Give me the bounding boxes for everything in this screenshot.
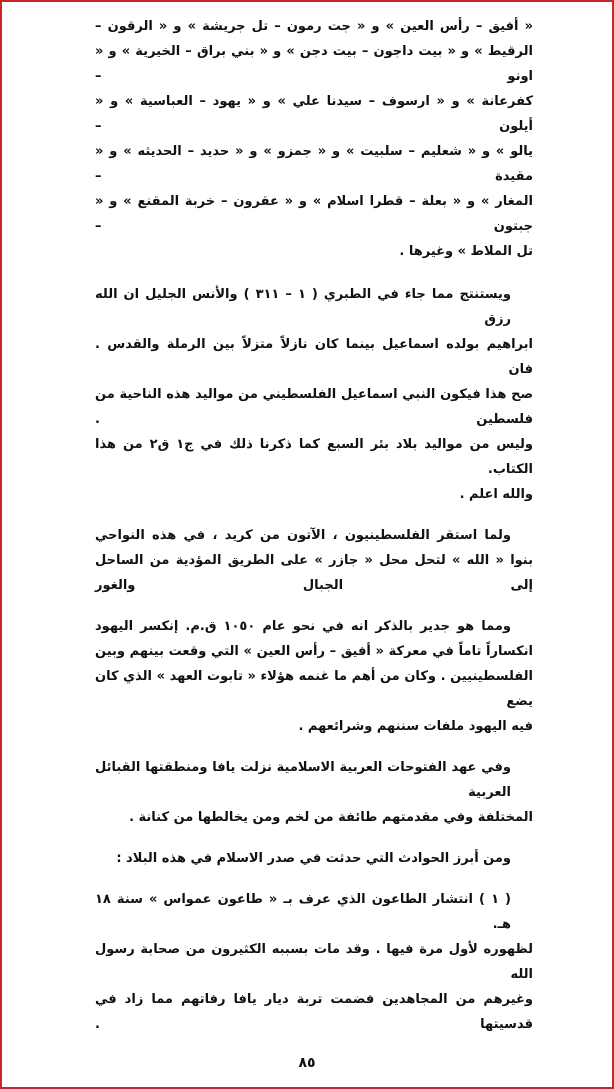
text-line: المختلفة وفي مقدمتهم طائفة من لخم ومن يخالطها من كنانة . xyxy=(129,810,533,825)
text-line: « أفيق – رأس العين » و « جت رمون – تل جريشة » و « الرقون – xyxy=(95,19,533,34)
text-line: المغار » و « بعلة – قطرا اسلام » و « عقرون – خربة المقنع » و « جبتون – xyxy=(95,194,533,234)
paragraph-tabari xyxy=(95,282,533,507)
paragraph-plague xyxy=(95,887,533,1037)
text-line: ومما هو جدير بالذكر انه في نحو عام ١٠٥٠ ق.م. إنكسر اليهود xyxy=(95,619,511,634)
text-line: ابراهيم بولده اسماعيل بينما كان نازلاً متزلاً بين الرملة والقدس . فان xyxy=(95,337,533,377)
page-number: ٨٥ xyxy=(298,1055,316,1071)
text-line: فيه اليهود ملفات سننهم وشرائعهم . xyxy=(298,719,533,734)
text-line: كفرعانة » و « ارسوف – سيدنا علي » و « يهود – العباسية » و « أيلون – xyxy=(95,94,533,134)
paragraph-philistines xyxy=(95,523,533,598)
text-line: الرقيط » و « بيت داجون – بيت دجن » و « بني براق – الخيرية » و « اونو – xyxy=(95,44,533,84)
text-line: وليس من مواليد بلاد بئر السبع كما ذكرنا ذلك في ج١ ق٢ من هذا الكتاب. xyxy=(95,437,533,477)
text-line: ومن أبرز الحوادث التي حدثت في صدر الاسلام في هذه البلاد : xyxy=(116,851,511,866)
paragraph-place-names xyxy=(95,14,533,264)
text-line: ( ١ ) انتشار الطاعون الذي عرف بـ « طاعون عمواس » سنة ١٨ هـ. xyxy=(95,892,511,932)
text-line: يالو » و « شعليم – سلبيت » و « جمزو » و « حديد – الحديثه » و « مقيدة – xyxy=(95,144,533,184)
paragraph-events-heading xyxy=(95,846,533,871)
page-text xyxy=(95,14,533,1037)
text-line: الفلسطينيين . وكان من أهم ما غنمه هؤلاء « تابوت العهد » الذي كان يضع xyxy=(95,669,533,709)
paragraph-conquests xyxy=(95,755,533,830)
text-line: ويستنتج مما جاء في الطبري ( ١ – ٣١١ ) والأنس الجليل ان الله رزق xyxy=(95,287,511,327)
text-line: ولما استقر الفلسطينيون ، الآتون من كريد ، في هذه النواحي xyxy=(95,528,511,543)
text-line: صح هذا فيكون النبي اسماعيل الفلسطيني من مواليد هذه الناحية من فلسطين . xyxy=(95,387,533,427)
text-line: والله اعلم . xyxy=(459,487,533,502)
text-line: وفي عهد الفتوحات العربية الاسلامية نزلت يافا ومنطقتها القبائل العربية xyxy=(95,760,511,800)
text-line: تل الملاط » وغيرها . xyxy=(399,244,533,259)
text-line: لظهوره لأول مرة فيها . وقد مات بسببه الكثيرون من صحابة رسول الله xyxy=(95,942,533,982)
text-line: انكساراً تاماً في معركة « أفيق – رأس العين » التي وقعت بينهم وبين xyxy=(95,644,533,659)
text-line: بنوا « الله » لتحل محل « جازر » على الطريق المؤدية من الساحل إلى الجبال والغور xyxy=(95,553,533,593)
paragraph-battle xyxy=(95,614,533,739)
text-line: وغيرهم من المجاهدين فضمت تربة ديار يافا رفاتهم مما زاد في قدسيتها . xyxy=(95,992,533,1032)
